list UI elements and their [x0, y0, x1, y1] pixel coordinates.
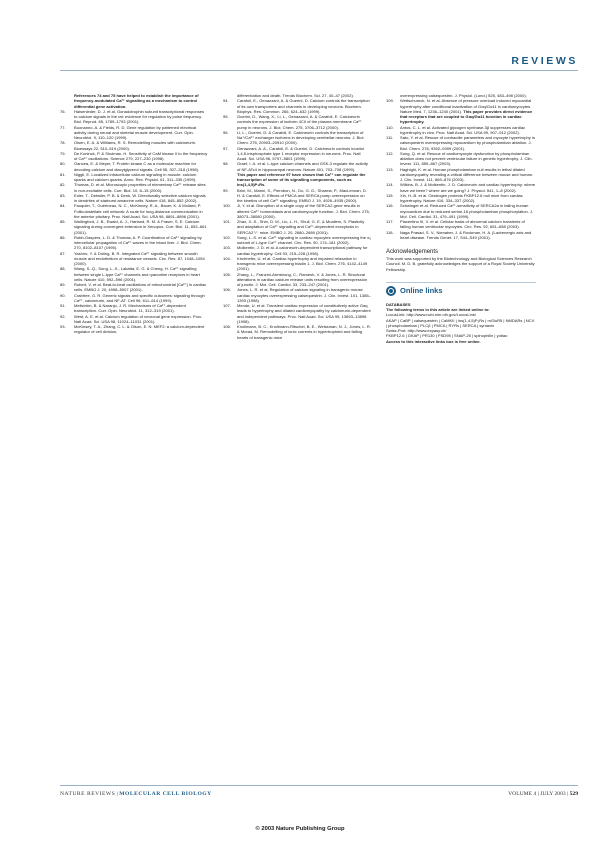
reference-text: Zhang, L., Franzini-Armstrong, C., Ramesh, V. & Jones, L. R. Structural alterations in cardiac calcium release units resulting from overexpression of junctin. J. Mol. Cell. Cardiol. 33, 233–247 (2001).: [237, 271, 368, 287]
reference-citation: Wettschureck, N. et al. Absence of pressure overload induced myocardial hypertrophy after conditional inactivation of Gαq/Gα11 in cardiomyocytes. Nature Med. 7, 1236–1240 (2001).: [400, 98, 532, 114]
header-divider: [60, 70, 578, 71]
reference-item: [223, 161, 371, 172]
reference-item: [223, 324, 371, 340]
reference-item: [60, 219, 208, 235]
reference-text: Fauquier, T., Guérineau, N. C., McKinney, R. A., Bauer, K. & Mollard, P. Folliculostellate cell network: A route for long-distance communication in the anterior pituitary. Proc. Natl Acad. Sci. USA 98, 8891–8896 (2001).: [74, 203, 203, 219]
reference-number: 98.: [223, 161, 229, 167]
reference-text: Sato, Y. et al. Rescue of contractile parameters and myocyte hypertrophy in calsequestrin overexpressing myocardium by phospholamban ablation. J. Biol. Chem. 276, 9392–9399 (2001).: [400, 135, 536, 151]
reference-text: Knollmann, B. C., Knollmann-Ritschel, B. E., Weissman, N. J., Jones, L. R. & Morad, M. Remodelling of ionic currents in hypertrophied and failing hearts of transgenic mice: [237, 324, 371, 340]
reference-text: Niggli, E. Localized intracellular calcium signaling in muscle: calcium sparks and calcium quarks. Annu. Rev. Physiol. 61, 311–335 (1999).: [74, 171, 197, 182]
reference-number: 88.: [60, 266, 66, 272]
reference-item: [386, 182, 536, 193]
reference-text: Buonanno, A. & Fields, R. D. Gene regulation by patterned electrical activity during neural and skeletal muscle development. Curr. Opin. Neurobiol. 9, 110–120 (1999).: [74, 124, 197, 140]
footer-divider: [60, 785, 578, 786]
reference-item: [60, 251, 208, 267]
reference-column-2: [223, 93, 371, 340]
reference-column-1: [60, 93, 208, 335]
swissprot-terms[interactable]: FKBP12.6 | GKAP | PR130 | PSD95 | SNAP-25 | spinophilin | yotiao: [386, 333, 508, 339]
reference-number: 96.: [223, 129, 229, 135]
reference-number: 100.: [223, 203, 231, 209]
reference-item: [386, 193, 536, 204]
reference-item: [386, 167, 536, 183]
reference-item: [60, 151, 208, 162]
locuslink-terms[interactable]: AKAP | CaBP | calsequestrin | CaMKII | Ins(1,4,5)P₃Rs | mGluR5 | NMDARs | NCX | phospholamban | PLCβ | PMCA | RYRs | SERCA | syntaxin: [386, 317, 535, 328]
reference-text: Haghighi, K. et al. Human phospholamban null results in lethal dilated cardiomyopathy revealing a critical difference between mouse and human. J. Clin. Invest. 111, 869–876 (2003).: [400, 166, 534, 182]
reference-item: [223, 256, 371, 272]
reference-number: 81.: [60, 171, 66, 177]
reference-item: [223, 203, 371, 219]
reference-number: 79.: [60, 150, 66, 156]
reference-text: Guerini, D., Wang, X., Li, L., Genazzani, A. & Carafoli, E. Calcineurin controls the expression of isoform 4CII of the plasma membrane Ca²⁺ pump in neurons. J. Biol. Chem. 275, 3706–3712 (2000).: [237, 114, 362, 130]
reference-item: [60, 125, 208, 141]
reference-number: 103.: [223, 245, 231, 251]
reference-list: [223, 98, 371, 340]
reference-number: 97.: [223, 145, 229, 151]
locuslink-link[interactable]: LocusLink: http://www.ncbi.nlm.nih.gov/LocusLink/: [386, 312, 476, 318]
reference-number: 116.: [386, 203, 394, 209]
reference-number: 76.: [60, 108, 66, 114]
reference-text: Song, Q. et al. Rescue of cardiomyocyte dysfunction by phospholamban ablation does not prevent ventricular failure in genetic hypertrophy. J. Clin. Invest. 111, 859–867 (2003).: [400, 150, 533, 167]
reference-text: Wilkins, B. J. & Molkentin, J. D. Calcineurin and cardiac hypertrophy: where have we been? where are we going? J. Physiol. 541, 1–8 (2002).: [400, 182, 536, 193]
reference-text: Haisenleder, D. J. et al. Gonadotrophin subunit transcriptional responses to calcium signals in the rat: evidence for regulation by pulse frequency. Biol. Reprod. 65, 1789–1793 (2001).: [74, 108, 205, 125]
reference-text: Li, L., Guerini, D. & Carafoli, E. Calcineurin controls the transcription of Na⁺/Ca²⁺ exchanger isoforms in developing cerebellar neurons. J. Biol. Chem. 275, 20903–20910 (2000).: [237, 129, 365, 146]
reference-number: 90.: [60, 292, 66, 298]
reference-item: [60, 161, 208, 172]
reference-number: 95.: [223, 114, 229, 119]
reference-item: [60, 314, 208, 325]
reference-number: 113.: [386, 166, 394, 172]
reference-text: De Koninck, P. & Shulman, H. Sensitivity of CaM kinase II to the frequency of Ca²⁺ oscillations. Science 279, 227–230 (1998).: [74, 150, 208, 161]
reference-item: [223, 114, 371, 130]
reference-text: Oancea, E. & Meyer, T. Protein kinase C as a molecular machine for decoding calcium and diacylglycerol signals. Cell 95, 307–318 (1998).: [74, 161, 200, 172]
reference-item: [60, 303, 208, 314]
reference-text: Wallingford, J. B., Ewald, A. J., Harland, R. M. & Fraser, S. E. Calcium signaling during convergent extension in Xenopus. Curr. Biol. 11, 652–661 (2001).: [74, 219, 207, 235]
reference-item: [386, 125, 536, 136]
footer-separator: |: [567, 791, 570, 797]
reference-text: Robert, V. et al. Beat-to-beat oscillations of mitochondrial [Ca²⁺] in cardiac cells. EMBO J. 20, 4998–5007 (2001).: [74, 282, 207, 293]
reference-item: [60, 193, 208, 204]
reference-text: Jones, L. R. et al. Regulation of calcium signaling in transgenic mouse cardiac myocytes overexpressing calsequestrin. J. Clin. Invest. 101, 1385–1393 (1998).: [237, 287, 371, 303]
reference-item: [223, 303, 371, 324]
reference-continuation: overexpressing calsequestrin. J. Physiol. (Lond.) 525, 483–498 (2000).: [400, 93, 527, 98]
reference-number: 108.: [223, 324, 231, 329]
reference-text: West, A. E. et al. Calcium regulation of neuronal gene expression. Proc. Natl Acad. Sci. USA 98, 11024–11031 (2001).: [74, 313, 203, 324]
reference-number: 110.: [386, 124, 394, 130]
reference-item: [386, 98, 536, 124]
reference-text: Antos, C. L. et al. Activated glycogen synthase-3β suppresses cardiac hypertrophy in vivo. Proc. Natl Acad. Sci. USA 99, 907–912 (2002).: [400, 124, 526, 135]
reference-item: [386, 219, 536, 230]
reference-item: [223, 245, 371, 256]
reference-item: [60, 182, 208, 193]
reference-text: Schwinger et al. Reduced Ca²⁺-sensitivity of SERCA2a in failing human myocardium due to reduced serine-16 phospholamban phosphorylation. J. Mol. Cell. Cardiol. 31, 479–491 (1999).: [400, 203, 534, 219]
reference-continuation: differentiation and death. Trends Biochem. Sci. 27, 40–47 (2002).: [237, 93, 354, 98]
footer-issue: [508, 791, 578, 797]
reference-number: 115.: [386, 192, 394, 198]
reference-item: [60, 282, 208, 293]
reference-text: Yashiro, Y. & Duling, B. R. Integrated Ca²⁺ signaling between smooth muscle and endothelium of resistance vessels. Circ. Res. 87, 1048–1054 (2000).: [74, 250, 205, 266]
reference-item: [60, 266, 208, 282]
reference-item: [60, 324, 208, 335]
reference-annotation: This paper provides direct evidence that receptors that are coupled to Gαq/Gα11 function in cardiac hypertrophy.: [400, 108, 533, 125]
reference-number: 118.: [386, 229, 394, 235]
reference-number: 83.: [60, 192, 66, 198]
reference-text: Mende, U. et al. Transient cardiac expression of constitutively active Gαq leads to hypertrophy and dilated cardiomyopathy by calcineurin-dependent and independent pathways. Proc. Natl Acad. Sci. USA 95, 13893–13898 (1998).: [237, 303, 371, 324]
reference-item: [223, 188, 371, 204]
reference-text: Ji, Y. et al. Disruption of a single copy of the SERCA2 gene results in altered Ca²⁺ homeostasis and cardiomyocyte function. J. Biol. Chem. 275, 38073–38080 (2000).: [237, 203, 370, 219]
reference-text: Wang, S.-Q., Song, L.-S., Lakatta, E. G. & Cheng, H. Ca²⁺ signalling between single L-type Ca²⁺ channels and ryanodine receptors in heart cells. Nature 410, 592–596 (2001).: [74, 266, 200, 282]
reference-item: [386, 151, 536, 167]
copyright-notice: © 2003 Nature Publishing Group: [255, 826, 345, 832]
reference-item: [223, 146, 371, 162]
reference-text: Robb-Gaspers, L. D. & Thomas, A. P. Coordination of Ca²⁺ signaling by intercellular propagation of Ca²⁺ waves in the intact liver. J. Biol. Chem. 270, 8102–8107 (1995).: [74, 234, 202, 251]
reference-text: Thomas, D. et al. Microscopic properties of elementary Ca²⁺ release sites in non-excitable cells. Curr. Biol. 10, 8–15 (2000).: [74, 182, 206, 193]
reference-number: 93.: [60, 324, 66, 329]
reference-text: Zhao, X.-S., Shin, D. M., Liu, L. H., Shull, G. E. & Muallem, S. Plasticity and adaptation of Ca²⁺ signalling and Ca²⁺-dependent exocytosis in SERCA2⁺/⁻ mice. EMBO J. 20, 2680–2689 (2001).: [237, 219, 365, 235]
journal-name: NATURE REVIEWS: [60, 791, 116, 797]
reference-annotation: This paper and reference 97 have shown that Ca²⁺ can regulate the transcription of some of its signalling components, such as Ins(1,4,5)P₃Rs.: [237, 171, 366, 188]
reference-number: 80.: [60, 161, 66, 167]
page-number: 529: [569, 791, 578, 797]
reference-number: 82.: [60, 182, 66, 188]
reference-number: 94.: [223, 98, 229, 104]
footer-separator: |: [116, 791, 120, 797]
reference-item: [223, 219, 371, 235]
reference-text: McKinsey, T. A., Zhang, C. L. & Olson, E. N. MEF2: a calcium-dependent regulator of cell division,: [74, 324, 205, 335]
reference-text: Song, L.-S. et al. Ca²⁺ signaling in cardiac myocytes overexpressing the α₁ subunit of L-type Ca²⁺ channel. Circ. Res. 90, 174–181 (2002).: [237, 234, 371, 245]
reference-item: [60, 293, 208, 304]
reference-item: [223, 98, 371, 114]
reference-item: [223, 235, 371, 246]
reference-number: 112.: [386, 150, 394, 156]
reference-number: 117.: [386, 219, 394, 224]
reference-item: [223, 272, 371, 288]
reference-text: Naga Prasad, S. V., Nienaber, J. & Rockman, H. A. β-adrenergic axis and heart disease. Trends Genet. 17, S44–S49 (2001).: [400, 229, 532, 240]
reference-item: [223, 130, 371, 146]
reference-number: 91.: [60, 303, 66, 308]
reference-number: 86.: [60, 234, 66, 240]
reference-list: [386, 98, 536, 240]
reference-annotation: References 74 and 75 have helped to establish the importance of frequency-modulated Ca²⁺ signalling as a mechanism to control differential gene activation.: [74, 93, 199, 109]
reference-text: Olsen, E. A. & Williams, R. S. Remodelling muscles with calcineurin. Bioessays 22, 510–519 (2000).: [74, 140, 197, 151]
online-links-title: Online links: [400, 285, 443, 295]
reference-item: [386, 203, 536, 219]
reference-number: 78.: [60, 140, 66, 146]
reference-text: Genazzani, A. A., Carafoli, E. & Guerini, D. Calcineurin controls inositol 1,4,5-trisphosphate type 1 receptor expression in neurons. Proc. Natl Acad. Sci. USA 96, 5797–5801 (1999).: [237, 145, 364, 161]
reference-text: Molkentin, J. D. et al. A calcineurin-dependent transcriptional pathway for cardiac hypertrophy. Cell 93, 215–228 (1998).: [237, 245, 368, 256]
journal-section: MOLECULAR CELL BIOLOGY: [119, 791, 212, 797]
reference-text: [400, 98, 536, 124]
reference-item: [60, 203, 208, 219]
reference-text: Euler, T., Detwiler, P. B. & Denk, W. Directionally selective calcium signals in dendrites of starburst amacrine cells. Nature 418, 845–852 (2002).: [74, 192, 206, 203]
reference-number: 101.: [223, 219, 231, 224]
reference-item: [386, 230, 536, 241]
reference-list: [60, 109, 208, 335]
reference-number: 84.: [60, 203, 66, 209]
reference-column-3: [386, 93, 536, 344]
reference-number: 107.: [223, 303, 231, 308]
reference-text: Piacentino III, V. et al. Cellular basis of abnormal calcium transients of failing human ventricular myocytes. Circ. Res. 92, 651–658 (2003).: [400, 219, 525, 230]
reference-text: Graef, I. A. et al. L-type calcium channels and GSK-3 regulate the activity of NF-ATc4 in hippocampal neurons. Nature 401, 703–708 (1999).: [237, 161, 368, 172]
reference-item: [386, 135, 536, 151]
reference-number: 77.: [60, 124, 66, 130]
databases-heading: DATABASES: [386, 301, 411, 307]
access-note: Access to this interactive links box is free online.: [386, 338, 481, 344]
volume-info: VOLUME 4 | JULY 2003: [508, 791, 566, 797]
reference-number: 85.: [60, 219, 66, 224]
reference-text: Carafoli, E., Genazzani, A. & Guerini, D. Calcium controls the transcription of its own transporters and channels in developing neurons. Biochem. Biophys. Res. Commun. 266, 624–632 (1999).: [237, 98, 370, 114]
reference-number: 102.: [223, 234, 231, 240]
reference-item: [60, 235, 208, 251]
online-links-header: [386, 282, 536, 296]
reference-number: 114.: [386, 182, 394, 188]
reference-number: 105.: [223, 271, 231, 277]
reference-number: 109.: [386, 98, 394, 104]
online-links-box: [386, 302, 536, 344]
reference-number: 89.: [60, 282, 66, 287]
reference-text: Mellström, B. & Naranjo, J. R. Mechanisms of Ca²⁺-dependent transcription. Curr. Opin. Neurobiol. 11, 312–319 (2001).: [74, 303, 186, 314]
acknowledgements-text: This work was supported by the Biotechnology and Biological Sciences Research Council. M. D. B. gratefully acknowledges the support of a Royal Society University Fellowship.: [386, 256, 535, 272]
reference-text: Brini, M., Manni, S., Pierobon, N., Du, G. G., Sharma, P., MacLennan, D. H. & Carafoli, E. Effects of PMCA and SERCA pump overexpression on the kinetics of cell Ca²⁺ signalling. EMBO J. 19, 4926–4935 (2000).: [237, 187, 367, 203]
acknowledgements-heading: Acknowledgements: [386, 249, 439, 255]
footer-journal: [60, 791, 212, 797]
reference-text: Xin, H.-B. et al. Oestrogen protects FKBP12.6 null mice from cardiac hypertrophy. Nature 416, 334–337 (2002).: [400, 192, 523, 203]
reference-number: 111.: [386, 135, 394, 140]
reference-text: Kirchhefer, U. et al. Cardiac hypertrophy and impaired relaxation in transgenic mice overexpressing triadin 1. J. Biol. Chem. 276, 4142–4149 (2001).: [237, 255, 368, 272]
reference-item: [60, 140, 208, 151]
reference-number: 92.: [60, 313, 66, 319]
reference-number: 99.: [223, 187, 229, 193]
section-header: REVIEWS: [511, 55, 578, 67]
reference-number: 87.: [60, 250, 66, 256]
reference-item: [60, 109, 208, 125]
swissprot-link[interactable]: Swiss-Prot: http://www.expasy.ch/: [386, 328, 447, 333]
reference-item: [223, 287, 371, 303]
reference-number: 104.: [223, 255, 231, 261]
databases-subheading: The following terms in this article are linked online to:: [386, 307, 490, 312]
reference-text: Crabtree, G. R. Generic signals and specific outcomes: signaling through Ca²⁺, calcineurin, and NF-AT. Cell 96, 611–614 (1999).: [74, 292, 205, 303]
reference-item: [60, 172, 208, 183]
reference-number: 106.: [223, 287, 231, 293]
globe-icon: [386, 286, 396, 296]
